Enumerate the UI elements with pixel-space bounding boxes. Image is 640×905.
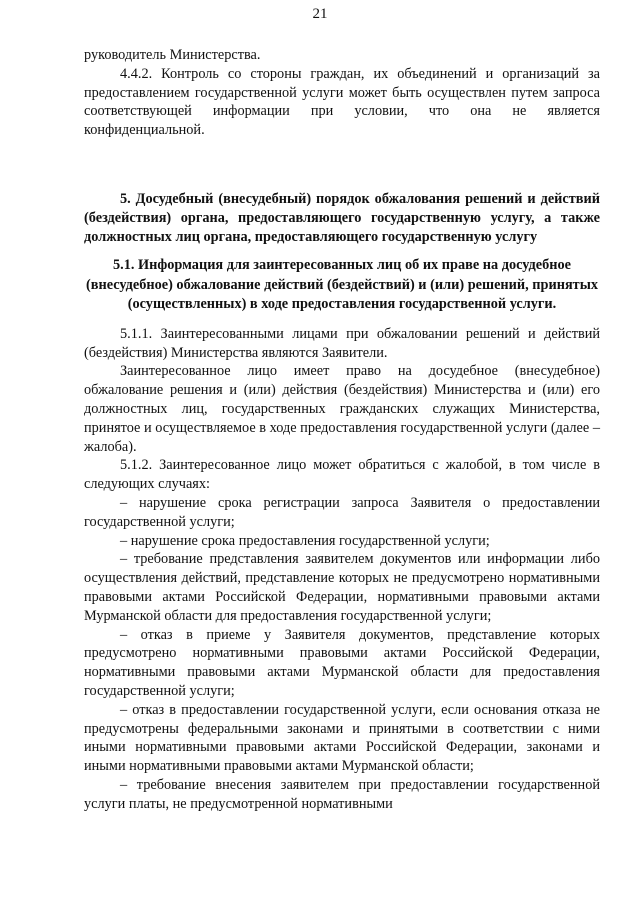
paragraph-continuation: руководитель Министерства. [84, 47, 261, 63]
paragraph-5-1-1: 5.1.1. Заинтересованными лицами при обжаловании решений и действий (бездействия) Министерства являются Заявители. [84, 325, 600, 361]
page-number: 21 [312, 6, 328, 22]
section-heading-5: 5. Досудебный (внесудебный) порядок обжалования решений и действий (бездействия) органа, предоставляющего государственную услугу, а также должностных лиц органа, предоставляющего государственную услугу [84, 190, 600, 245]
paragraph-4-4-2: 4.4.2. Контроль со стороны граждан, их объединений и организаций за предоставлением государственной услуги может быть осуществлен путем запроса соответствующей информации при условии, что она не является конфиденциальной. [84, 65, 600, 139]
list-item-service-deadline: – нарушение срока предоставления государственной услуги; [120, 532, 490, 549]
list-item-service-refusal: – отказ в предоставлении государственной услуги, если основания отказа не предусмотрены федеральными законами и принятыми в соответствии с ними иными нормативными правовыми актами Российской Федерации, законами и иными нормативными правовыми актами Мурманской области; [84, 701, 600, 775]
list-item-extra-documents: – требование представления заявителем документов или информации либо осуществления действий, представление которых не предусмотрено нормативными правовыми актами Российской Федерации, нормативными правовыми актами Мурманской области для предоставления государственной услуги; [84, 551, 600, 624]
document-body [84, 46, 600, 814]
paragraph-5-1-2: 5.1.2. Заинтересованное лицо может обратиться с жалобой, в том числе в следующих случаях: [84, 457, 600, 493]
list-item-registration-deadline: – нарушение срока регистрации запроса Заявителя о предоставлении государственной услуги; [84, 495, 600, 530]
paragraph-complaint-right: Заинтересованное лицо имеет право на досудебное (внесудебное) обжалование решения и (или) действия (бездействия) Министерства и (или) его должностных лиц, государственных гражданских служащих Министерства, принятое и осуществляемое в ходе предоставления государственной услуги (далее – жалоба). [84, 363, 600, 455]
subsection-heading-5-1: 5.1. Информация для заинтересованных лиц об их праве на досудебное (внесудебное) обжалование действий (бездействий) и (или) решений, принятых (осуществленных) в ходе предоставления государственной услуги. [85, 257, 599, 313]
list-item-extra-payment: – требование внесения заявителем при предоставлении государственной услуги платы, не предусмотренной нормативными [84, 777, 600, 812]
list-item-document-refusal: – отказ в приеме у Заявителя документов, представление которых предусмотрено нормативными правовыми актами Российской Федерации, нормативными правовыми актами Мурманской области для предоставления государственной услуги; [84, 626, 600, 700]
